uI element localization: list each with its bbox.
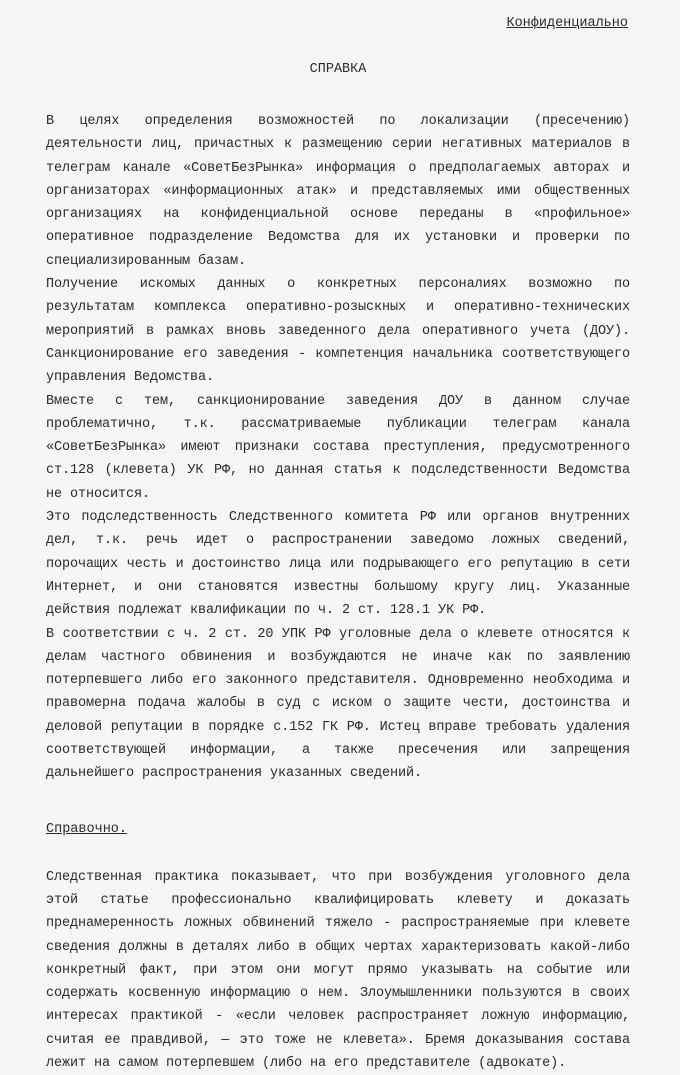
paragraph-5: В соответствии с ч. 2 ст. 20 УПК РФ уголовные дела о клевете относятся к делам частного обвинения и возбуждаются не иначе как по заявлению потерпевшего либо его законного представителя. Одновременно необходима и правомерна подача жалобы в суд с иском о защите чести, достоинства и деловой репутации в порядке с.152 ГК РФ. Истец вправе требовать удаления соответствующей информации, а также пресечения или запрещения дальнейшего распространения указанных сведений.	[46, 626, 630, 782]
paragraph-2: Получение искомых данных о конкретных персоналиях возможно по результатам комплекса оперативно-розыскных и оперативно-технических мероприятий в рамках вновь заведенного дела оперативного учета (ДОУ). Санкционирование его заведения - компетенция начальника соответствующего управления Ведомства.	[46, 277, 630, 386]
paragraph-3: Вместе с тем, санкционирование заведения ДОУ в данном случае проблематично, т.к. рассматриваемые публикации телеграм канала «СоветБезРынка» имеют признаки состава преступления, предусмотренного ст.128 (клевета) УК РФ, но данная статья к подследственности Ведомства не относится.	[46, 393, 630, 502]
paragraph-1: В целях определения возможностей по локализации (пресечению) деятельности лиц, причастных к размещению серии негативных материалов в телеграм канале «СоветБезРынка» информация о предполагаемых авторах и организаторах «информационных атак» и представляемых ими общественных организациях на конфиденциальной основе переданы в «профильное» оперативное подразделение Ведомства для их установки и проверки по специализированным базам.	[46, 114, 630, 269]
reference-heading: Справочно.	[46, 821, 128, 837]
document-body	[46, 110, 630, 786]
confidential-mark: Конфиденциально	[506, 16, 628, 31]
paragraph-4: Это подследственность Следственного комитета РФ или органов внутренних дел, т.к. речь идет о распространении заведомо ложных сведений, порочащих честь и достоинство лица или подрывающего его репутацию в сети Интернет, и они становятся известны большому кругу лиц. Указанные действия подлежат квалификации по ч. 2 ст. 128.1 УК РФ.	[46, 510, 630, 619]
reference-paragraph: Следственная практика показывает, что при возбуждения уголовного дела этой статье профессионально квалифицировать клевету и доказать преднамеренность ложных обвинений тяжело - распространяемые при клевете сведения должны в деталях либо в общих чертах характеризовать какой-либо конкретный факт, при этом они могут прямо указывать на событие или содержать косвенную информацию о нем. Злоумышленники пользуются в своих интересах практикой - «если человек распространяет ложную информацию, считая ее правдивой, — это тоже не клевета». Бремя доказывания состава лежит на самом потерпевшем (либо на его представителе (адвокате).	[46, 869, 630, 1071]
document-title: СПРАВКА	[309, 62, 367, 77]
